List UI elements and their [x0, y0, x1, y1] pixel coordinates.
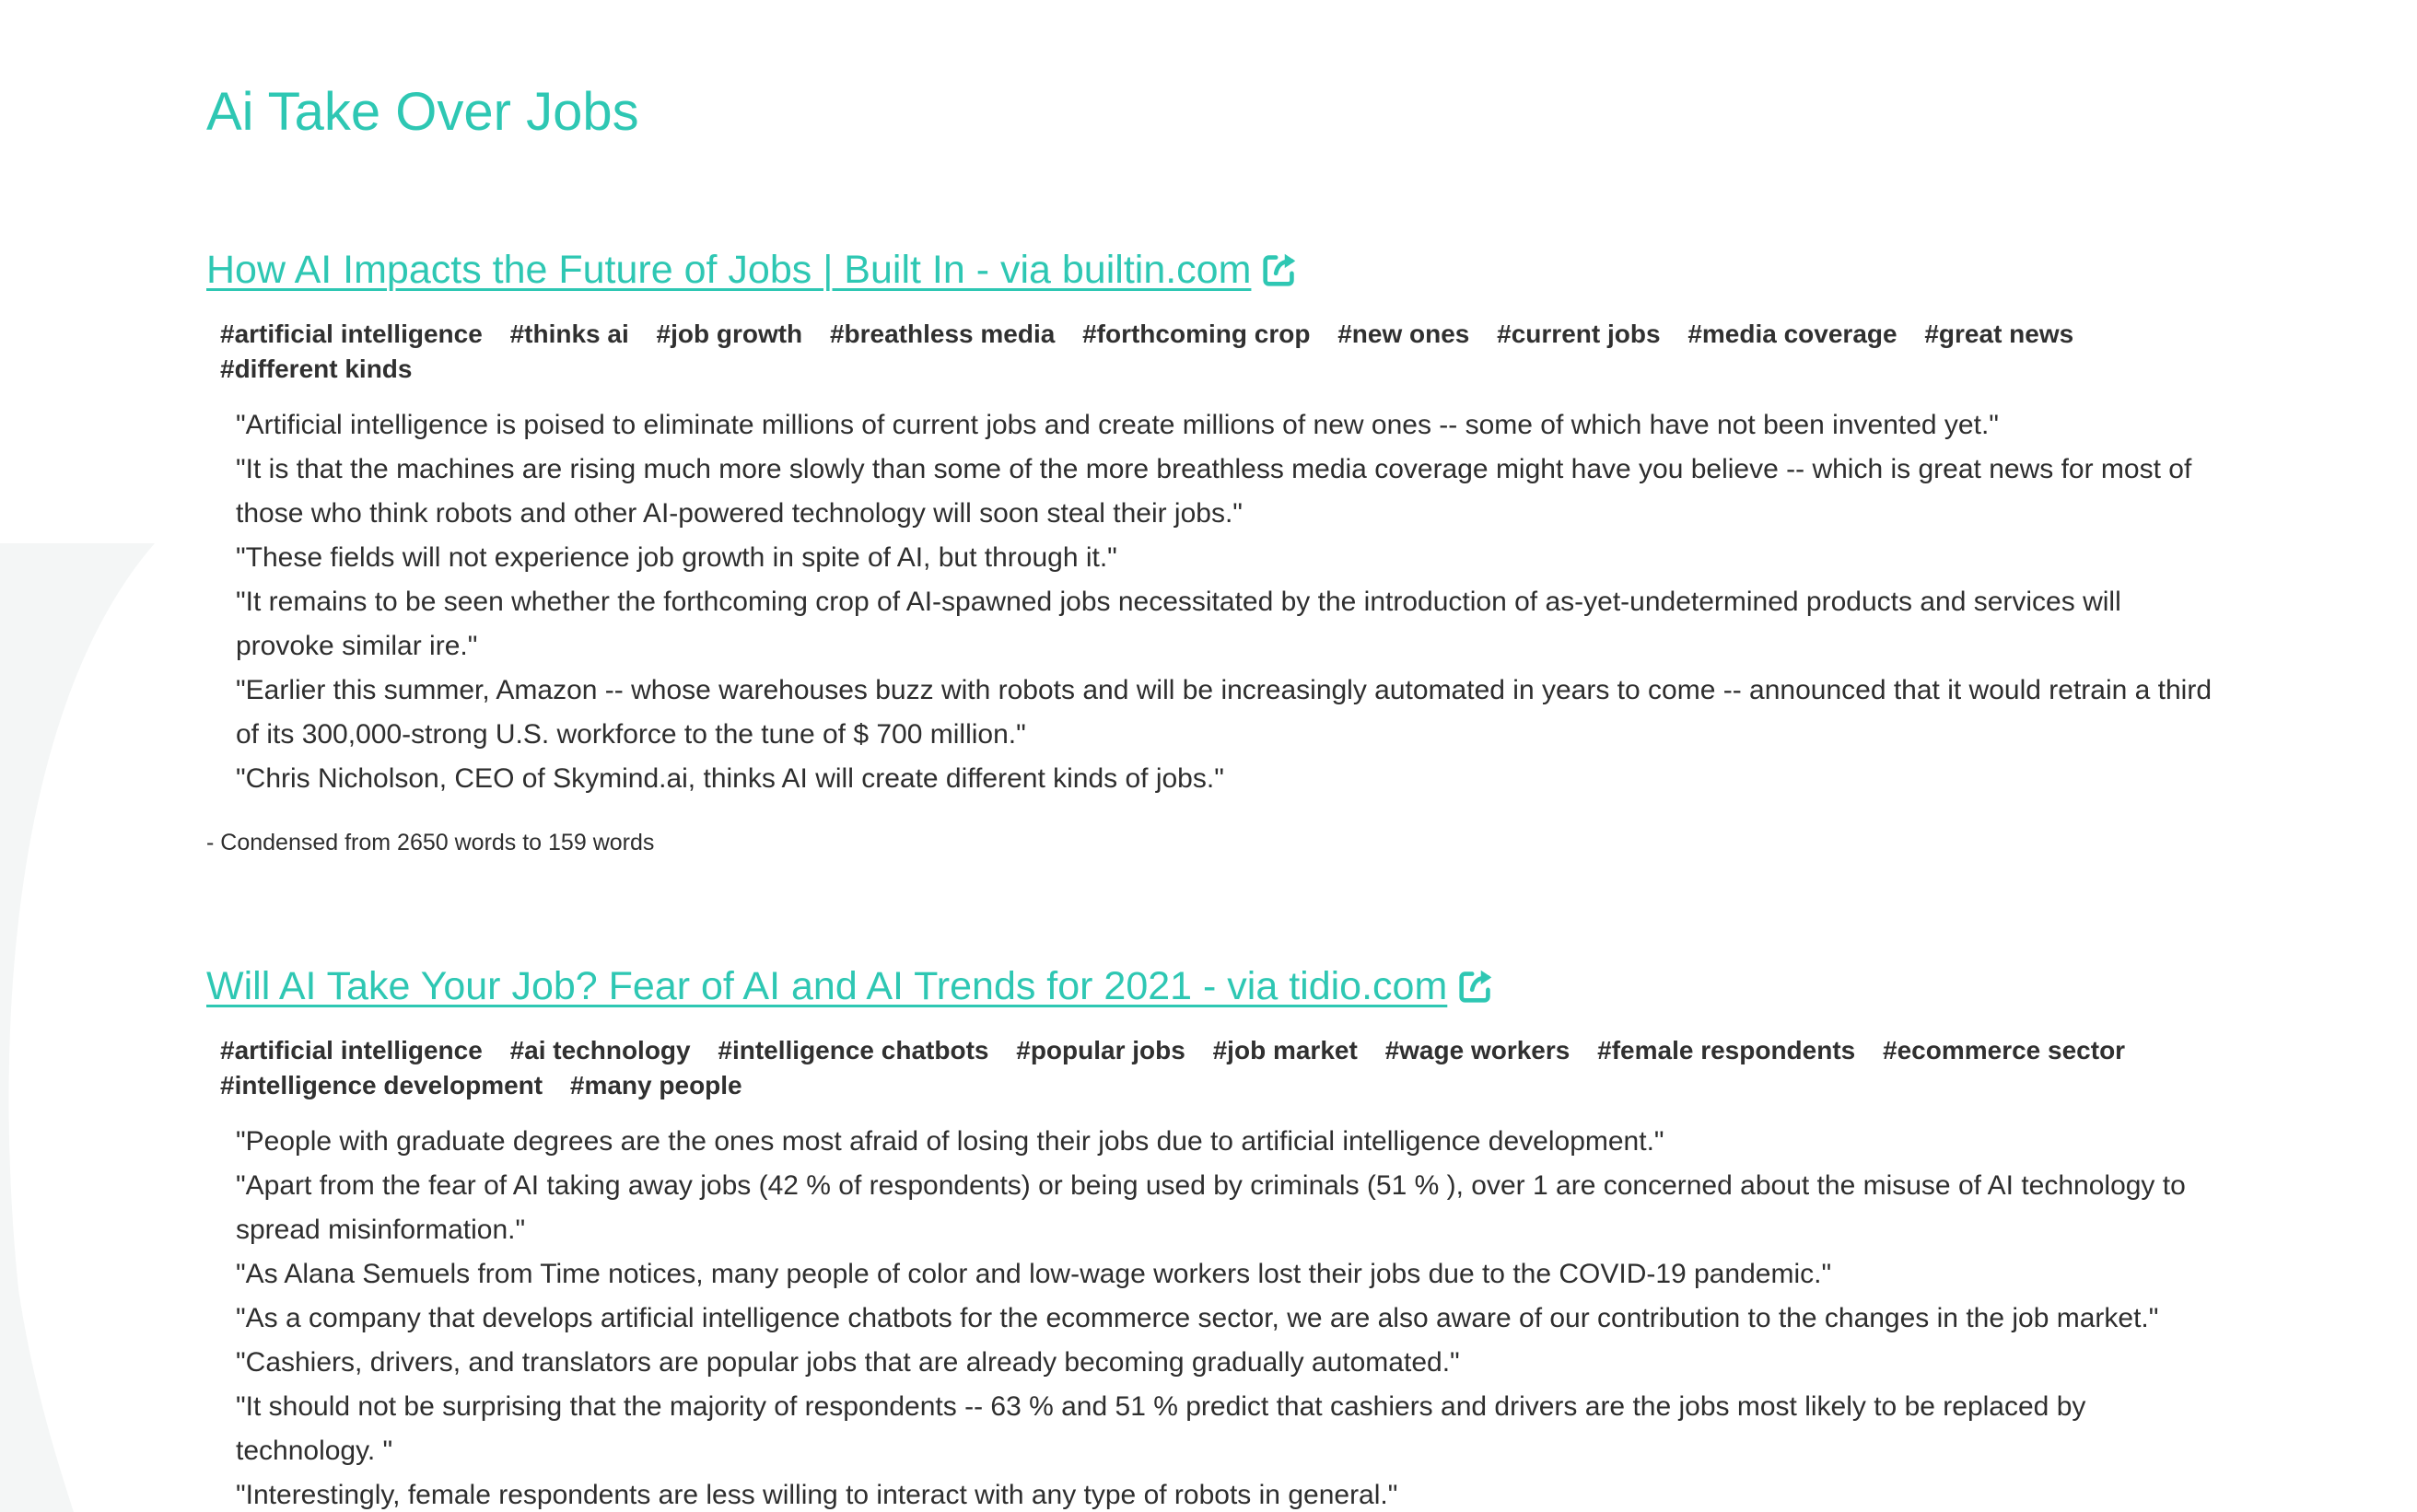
tag[interactable]: #different kinds [220, 355, 413, 383]
quote-item: "Artificial intelligence is poised to eliminate millions of current jobs and create millions of new ones -- some of which have not been invented yet." [236, 410, 1999, 440]
quote-item: "It remains to be seen whether the forthcoming crop of AI-spawned jobs necessitated by the introduction of as-yet-undetermined products and services will provoke similar ire." [236, 587, 2121, 661]
tag[interactable]: #artificial intelligence [220, 320, 483, 348]
tag[interactable]: #job growth [656, 320, 803, 348]
tag[interactable]: #wage workers [1384, 1036, 1570, 1064]
article-link[interactable] [206, 239, 1301, 300]
quote-item: "Cashiers, drivers, and translators are popular jobs that are already becoming gradually automated." [236, 1347, 1460, 1378]
tag[interactable]: #ai technology [509, 1036, 691, 1064]
tag[interactable]: #media coverage [1687, 320, 1897, 348]
tag[interactable]: #popular jobs [1016, 1036, 1185, 1064]
tag[interactable]: #job market [1212, 1036, 1358, 1064]
article-card [206, 239, 2213, 858]
tag[interactable]: #great news [1924, 320, 2074, 348]
tag[interactable]: #female respondents [1597, 1036, 1856, 1064]
tag-list [206, 1033, 2196, 1103]
tag[interactable]: #new ones [1337, 320, 1470, 348]
quote-list [206, 403, 2224, 801]
article-link-text[interactable]: How AI Impacts the Future of Jobs | Built In - via builtin.com [206, 248, 1252, 292]
external-link-icon[interactable] [1258, 249, 1301, 291]
tag-list [206, 317, 2196, 387]
quote-item: "As a company that develops artificial intelligence chatbots for the ecommerce sector, we are also aware of our contribution to the changes in the job market." [236, 1303, 2159, 1333]
article-link[interactable] [206, 956, 1497, 1017]
tag[interactable]: #thinks ai [509, 320, 629, 348]
quote-list [206, 1120, 2224, 1512]
tag[interactable]: #ecommerce sector [1883, 1036, 2126, 1064]
quote-item: "Chris Nicholson, CEO of Skymind.ai, thinks AI will create different kinds of jobs." [236, 763, 1224, 794]
tag[interactable]: #many people [569, 1071, 742, 1099]
tag[interactable]: #forthcoming crop [1082, 320, 1311, 348]
tag[interactable]: #artificial intelligence [220, 1036, 483, 1064]
quote-item: "As Alana Semuels from Time notices, many people of color and low-wage workers lost their jobs due to the COVID-19 pandemic." [236, 1259, 1832, 1289]
quote-item: "It should not be surprising that the majority of respondents -- 63 % and 51 % predict that cashiers and drivers are the jobs most likely to be replaced by technology. " [236, 1391, 2086, 1466]
condensed-note: - Condensed from 2650 words to 159 words [206, 830, 655, 855]
tag[interactable]: #intelligence development [220, 1071, 543, 1099]
quote-item: "Apart from the fear of AI taking away jobs (42 % of respondents) or being used by criminals (51 % ), over 1 are concerned about the misuse of AI technology to spread misinformation." [236, 1170, 2186, 1245]
tag[interactable]: #current jobs [1497, 320, 1661, 348]
page-title: Ai Take Over Jobs [206, 82, 639, 142]
quote-item: "These fields will not experience job growth in spite of AI, but through it." [236, 542, 1117, 573]
quote-item: "Earlier this summer, Amazon -- whose warehouses buzz with robots and will be increasingly automated in years to come -- announced that it would retrain a third of its 300,000-strong U.S. workforce to the tune of $ 700 million." [236, 675, 2213, 750]
tag[interactable]: #intelligence chatbots [718, 1036, 989, 1064]
article-card [206, 956, 2196, 1512]
quote-item: "Interestingly, female respondents are less willing to interact with any type of robots in general." [236, 1480, 1398, 1510]
tag[interactable]: #breathless media [829, 320, 1056, 348]
external-link-icon[interactable] [1454, 965, 1497, 1007]
quote-item: "It is that the machines are rising much more slowly than some of the more breathless media coverage might have you believe -- which is great news for most of those who think robots and other AI-powered technology will soon steal their jobs." [236, 454, 2192, 529]
article-link-text[interactable]: Will AI Take Your Job? Fear of AI and AI Trends for 2021 - via tidio.com [206, 964, 1448, 1008]
quote-item: "People with graduate degrees are the ones most afraid of losing their jobs due to artificial intelligence development." [236, 1126, 1664, 1157]
